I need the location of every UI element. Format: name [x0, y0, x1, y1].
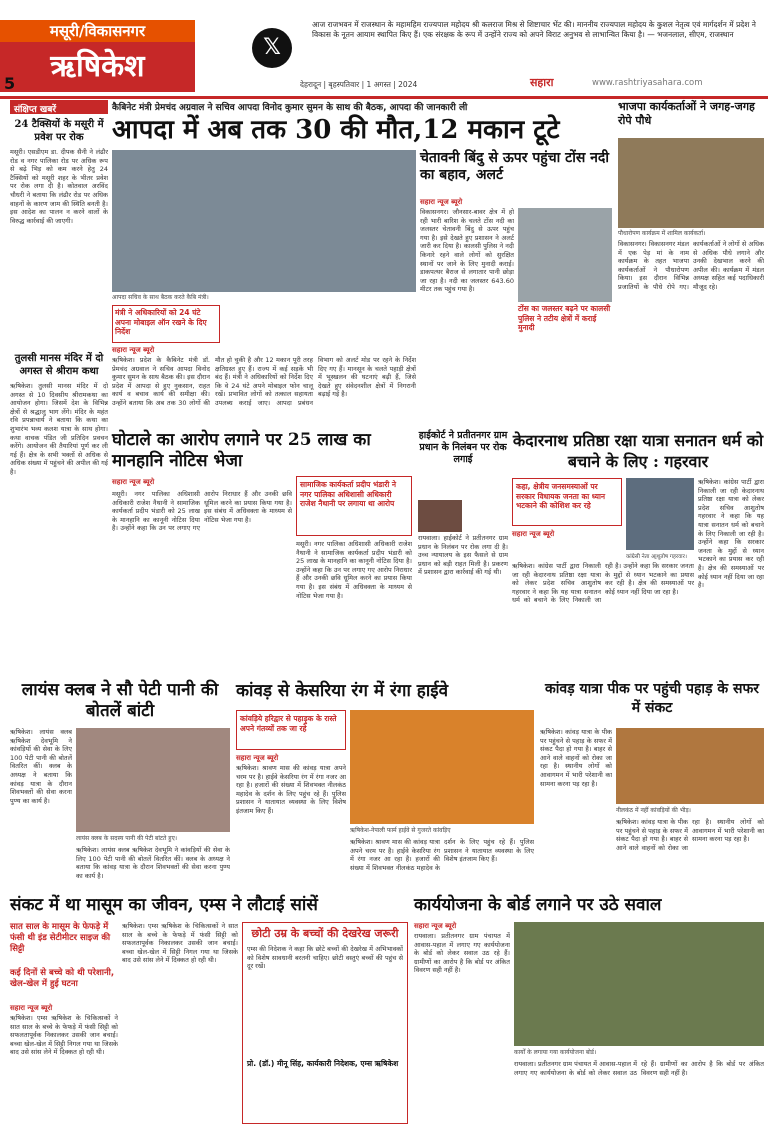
- lions-text-2: ऋषिकेश। लायंस क्लब ऋषिकेश देवभूमि ने कांवड़ियों की सेवा के लिए 100 पेटी पानी की बोतलें वितरित कीं। क्लब के अध्यक्ष ने बताया कि कांवड़ यात्रा के दौरान शिवभक्तों की सेवा करना पुण्य का कार्य है।: [76, 846, 230, 880]
- sidebar: [10, 100, 108, 600]
- hc-headline: हाईकोर्ट ने प्रतीतनगर ग्राम प्रधान के निलंबन पर रोक लगाई: [418, 430, 508, 465]
- kanwar-photo: [350, 710, 534, 824]
- lead-byline: सहारा न्यूज ब्यूरो: [112, 346, 155, 354]
- tons-headline: चेतावनी बिंदु से ऊपर पहुंचा टोंस नदी का बहाव, अलर्ट: [420, 150, 609, 183]
- site-url[interactable]: www.rashtriyasahara.com: [592, 78, 703, 88]
- tons-text: विकासनगर। जौनसार-बावर क्षेत्र में हो रही भारी बारिश के चलते टोंस नदी का जलस्तर चेतावनी बिंदु से ऊपर पहुंच गया है। इसे देखते हुए प्रशासन ने अलर्ट जारी कर दिया है। कालसी पुलिस ने नदी किनारे रहने वाले लोगों को सुरक्षित स्थानों पर जाने के लिए मुनादी कराई। डाकपत्थर बैराज से लगातार पानी छोड़ा जा रहा है। नदी का जलस्तर 643.60 मीटर तक पहुंच गया है।: [420, 208, 514, 294]
- gavel-photo: [418, 500, 462, 532]
- sankat-bullet-1: सात साल के मासूम के फेफड़े में फंसी थी इंड सेटीमीटर साइज की सिट्टी: [10, 922, 111, 954]
- pahad-text-2: ऋषिकेश। कांवड़ यात्रा के पीक पर पहुंचने से पहाड़ के सफर में संकट पैदा हो गया है। बाहर से आने वाले वाहनों को रोका जा रहा है। स्थानीय लोगों को आवागमन में भारी परेशानी का सामना करना पड़ रहा है।: [616, 818, 764, 852]
- right-photo: [618, 138, 764, 228]
- sidebar-tag: संक्षिप्त खबरें: [10, 100, 108, 114]
- sidebar-headline-2: तुलसी मानस मंदिर में दो अगस्त से श्रीराम कथा: [14, 353, 104, 377]
- kedar-photo: [626, 478, 694, 550]
- ghotale-text: मसूरी। नगर पालिका अधिशासी अधिकारी राजेश नैथानी ने सामाजिक कार्यकर्ता प्रदीप भंडारी को 25 लाख के मानहानि का कानूनी नोटिस दिया है। उन्होंने कहा कि उन पर लगाए गए आरोप निराधार हैं और उनकी छवि धूमिल करने का प्रयास किया गया है। इस संबंध में अधिवक्ता के माध्यम से नोटिस भेजा गया है।: [112, 490, 292, 533]
- ghotale-headline: घोटाले का आरोप लगाने पर 25 लाख का मानहानि नोटिस भेजा: [112, 430, 371, 471]
- lions-caption: लायंस क्लब के सदस्य पानी की पेटी बांटते हुए।: [76, 835, 178, 842]
- hc-text: रायवाला। हाईकोर्ट ने प्रतीतनगर ग्राम प्रधान के निलंबन पर रोक लगा दी है। उच्च न्यायालय के इस फैसले से ग्राम प्रधान को बड़ी राहत मिली है। प्रकरण में प्रशासन द्वारा कार्रवाई की गई थी।: [418, 534, 508, 577]
- karya-caption: कार्यों के लगाया गया कार्ययोजना बोर्ड।: [514, 1049, 597, 1056]
- sidebar-text-1: मसूरी। एसडीएम डा. दीपक सैनी ने लंढौर रोड व नगर पालिका रोड पर अधिक रूप से बढ़े भिड़ को कम करने हेतु 24 टैक्सियों को मसूरी शहर के भीतर प्रवेश पर रोक लगा दी है। कोतवाल अरविंद चौधरी ने बताया कि लंढौर रोड पर अधिक वाहनों के कारण जाम की स्थिति बनती है। इस आदेश का पालन न करने वालों के विरुद्ध कार्रवाई की जाएगी।: [10, 148, 108, 225]
- pahad-text: ऋषिकेश। कांवड़ यात्रा के पीक पर पहुंचने से पहाड़ के सफर में संकट पैदा हो गया है। बाहर से आने वाले वाहनों को रोका जा रहा है। स्थानीय लोगों को आवागमन में भारी परेशानी का सामना करना पड़ रहा है।: [540, 728, 612, 788]
- karya-photo: [514, 922, 764, 1046]
- sidebar-headline-1: 24 टैक्सियों के मसूरी में प्रवेश पर रोक: [14, 119, 104, 143]
- karya-headline: कार्ययोजना के बोर्ड लगाने पर उठे सवाल: [414, 895, 662, 915]
- chote-sign: प्रो. (डॉ.) मीनू सिंह, कार्यकारी निदेशक, एम्स ऋषिकेश: [247, 1059, 399, 1068]
- karya-byline: सहारा न्यूज ब्यूरो: [414, 922, 457, 930]
- kedar-caption: कांग्रेसी नेता आ्रशुतोष गहरवार।: [626, 554, 687, 560]
- ghotale-byline: सहारा न्यूज ब्यूरो: [112, 478, 155, 486]
- chote-box: [242, 922, 408, 1124]
- kedar-bullet: कहा, क्षेत्रीय जनसमस्याओं पर सरकार विधायक जनता का ध्यान भटकाने की कोशिश कर रहे: [512, 478, 622, 526]
- lions-headline: लायंस क्लब ने सौ पेटी पानी की बोतलें बांटी: [21, 680, 219, 721]
- masthead: [0, 20, 195, 92]
- kedar-text: ऋषिकेश। कांग्रेस पार्टी द्वारा निकाली जा रही केदारनाथ प्रतिष्ठा रक्षा यात्रा को लेकर प्रदेश सचिव आशुतोष गहरवार ने कहा कि यह यात्रा सनातन धर्म को बचाने के लिए निकाली जा रही है। उन्होंने कहा कि सरकार जनता के मुद्दों से ध्यान भटकाने का प्रयास कर रही है। क्षेत्र की समस्याओं पर कोई ध्यान नहीं दिया जा रहा है।: [512, 562, 694, 605]
- lead-box: मंत्री ने अधिकारियों को 24 घंटे अपना मोबाइल ऑन रखने के दिए निर्देश: [112, 305, 220, 343]
- lead-text: ऋषिकेश। प्रदेश के कैबिनेट मंत्री डॉ. प्रेमचंद अग्रवाल ने सचिव आपदा विनोद कुमार सुमन के साथ बैठक की। इस दौरान प्रदेश में आपदा से हुए नुकसान, राहत कार्य व बचाव कार्य की समीक्षा की। उन्होंने बताया कि अब तक 30 लोगों की मौत हो चुकी है और 12 मकान पूरी तरह क्षतिग्रस्त हुए हैं। राज्य में कई सड़कें भी बंद हैं। मंत्री ने अधिकारियों को निर्देश दिए कि वे 24 घंटे अपने मोबाइल फोन चालू रखें। प्रभावित लोगों को तत्काल सहायता उपलब्ध कराई जाए। आपदा प्रबंधन विभाग को अलर्ट मोड पर रहने के निर्देश दिए गए हैं। मानसून के चलते पहाड़ी क्षेत्रों में भूस्खलन की घटनाएं बढ़ी हैं, जिसे देखते हुए संवेदनशील क्षेत्रों में निगरानी बढ़ाई गई है।: [112, 356, 416, 407]
- karya-text: रायवाला। प्रतीतनगर ग्राम पंचायत में आवास-पहाल में लगाए गए कार्ययोजना के बोर्ड को लेकर सवाल उठ रहे हैं। ग्रामीणों का आरोप है कि बोर्ड पर अंकित विवरण सही नहीं है।: [414, 932, 510, 975]
- kedar-headline: केदारनाथ प्रतिष्ठा रक्षा यात्रा सनातन धर्म को बचाने के लिए : गहरवार: [512, 431, 764, 471]
- sankat-text-2: ऋषिकेश। एम्स ऋषिकेश के चिकित्सकों ने सात साल के बच्चे के फेफड़े में फंसी सिट्टी को सफलतापूर्वक निकालकर उसकी जान बचाई। बच्चा खेल-खेल में सिट्टी निगल गया था जिसके बाद उसे सांस लेने में दिक्कत हो रही थी।: [122, 922, 238, 965]
- right-headline: भाजपा कार्यकर्ताओं ने जगह-जगह रोपे पौधे: [618, 100, 755, 127]
- chote-text: एम्स की निदेशक ने कहा कि छोटे बच्चों की देखरेख में अभिभावकों को विशेष सावधानी बरतनी चाहिए। छोटी वस्तुएं बच्चों की पहुंच से दूर रखें।: [247, 945, 403, 971]
- right-caption: पौधारोपण कार्यक्रम में शामिल कार्यकर्ता।: [618, 230, 706, 237]
- sidebar-text-2: ऋषिकेश। तुलसी मानस मंदिर में दो अगस्त से 10 दिवसीय श्रीरामकथा का आयोजन होगा। जिसमें देश के विभिन्न क्षेत्रों से श्रद्धालु भाग लेंगे। मंदिर के महंत रवि प्रपन्नाचार्य ने बताया कि कथा का शुभारंभ भव्य कलश यात्रा के साथ होगा। कथा वाचक पंडित जी प्रतिदिन प्रवचन करेंगे। आयोजन की तैयारियां पूर्ण कर ली गई हैं। क्षेत्र के सभी भक्तों से अधिक से अधिक संख्या में पहुंचने की अपील की गई है।: [10, 382, 108, 476]
- header-rule: [0, 96, 768, 99]
- lions-text: ऋषिकेश। लायंस क्लब ऋषिकेश देवभूमि ने कांवड़ियों की सेवा के लिए 100 पेटी पानी की बोतलें वितरित कीं। क्लब के अध्यक्ष ने बताया कि कांवड़ यात्रा के दौरान शिवभक्तों की सेवा करना पुण्य का कार्य है।: [10, 728, 72, 805]
- kanwar-headline: कांवड़ से केसरिया रंग में रंगा हाईवे: [236, 681, 449, 701]
- tons-byline: सहारा न्यूज ब्यूरो: [420, 198, 463, 206]
- masthead-edition: मसूरी/विकासनगर: [0, 20, 195, 42]
- sankat-text: ऋषिकेश। एम्स ऋषिकेश के चिकित्सकों ने सात साल के बच्चे के फेफड़े में फंसी सिट्टी को सफलतापूर्वक निकालकर उसकी जान बचाई। बच्चा खेल-खेल में सिट्टी निगल गया था जिसके बाद उसे सांस लेने में दिक्कत हो रही थी।: [10, 1014, 118, 1057]
- pahad-caption: नीलकंठ में नहीं कांवड़ियों की भीड़।: [616, 807, 691, 814]
- kanwar-caption: ऋषिकेश-नेपाली फार्म हाईवे से गुजरते कांवड़िए: [350, 827, 451, 834]
- top-quote: आज राजभवन में राजस्थान के महामहिम राज्यपाल महोदय श्री कलराज मिश्र से शिष्टाचार भेंट की। माननीय राज्यपाल महोदय के कुशल नेतृत्व एवं मार्गदर्शन में प्रदेश ने विकास के नूतन आयाम स्थापित किए हैं। एक संरक्षक के रूप में उन्होंने राज्य को अपने विराट अनुभव से लाभान्वित किया है। — भजनलाल, सीएम, राजस्थान: [312, 20, 756, 39]
- sankat-headline: संकट में था मासूम का जीवन, एम्स ने लौटाई सांसें: [10, 895, 318, 915]
- lead-headline: आपदा में अब तक 30 की मौत,12 मकान टूटे: [112, 115, 560, 145]
- x-logo-icon: 𝕏: [252, 28, 292, 68]
- page-number: 5: [4, 74, 16, 93]
- pahad-photo: [616, 728, 764, 804]
- karya-text-2: रायवाला। प्रतीतनगर ग्राम पंचायत में आवास-पहाल में लगाए गए कार्ययोजना के बोर्ड को लेकर सवाल उठ रहे हैं। ग्रामीणों का आरोप है कि बोर्ड पर अंकित विवरण सही नहीं है।: [514, 1060, 764, 1077]
- kanwar-text: ऋषिकेश। श्रावण मास की कांवड़ यात्रा अपने चरम पर है। हाईवे केसरिया रंग में रंगा नजर आ रहा है। हजारों की संख्या में शिवभक्त नीलकंठ महादेव के दर्शन के लिए पहुंच रहे हैं। पुलिस प्रशासन ने यातायात व्यवस्था के लिए विशेष इंतजाम किए हैं।: [236, 764, 346, 815]
- tons-photo: [518, 208, 612, 302]
- sankat-byline: सहारा न्यूज ब्यूरो: [10, 1004, 53, 1012]
- lead-caption: आपदा सचिव के साथ बैठक करते कैबि मंत्री।: [112, 294, 209, 301]
- lead-photo: [112, 150, 416, 292]
- ghotale-text-2: मसूरी। नगर पालिका अधिशासी अधिकारी राजेश नैथानी ने सामाजिक कार्यकर्ता प्रदीप भंडारी को 25 लाख के मानहानि का कानूनी नोटिस दिया है। उन्होंने कहा कि उन पर लगाए गए आरोप निराधार हैं और उनकी छवि धूमिल करने का प्रयास किया गया है। इस संबंध में अधिवक्ता के माध्यम से नोटिस भेजा गया है।: [296, 540, 412, 600]
- pahad-headline: कांवड़ यात्रा पीक पर पहुंची पहाड़ के सफर में संकट: [544, 681, 760, 716]
- kanwar-box: कांवड़िये हरिद्वार से पहाड़ुक के रास्ते अपने गंतव्यों तक जा रहे: [236, 710, 346, 750]
- dateline: देहरादून | बृहस्पतिवार | 1 अगस्त | 2024: [300, 80, 418, 89]
- kedar-byline: सहारा न्यूज ब्यूरो: [512, 530, 555, 538]
- kanwar-text-2: ऋषिकेश। श्रावण मास की कांवड़ यात्रा अपने चरम पर है। हाईवे केसरिया रंग में रंगा नजर आ रहा है। हजारों की संख्या में शिवभक्त नीलकंठ महादेव के दर्शन के लिए पहुंच रहे हैं। पुलिस प्रशासन ने यातायात व्यवस्था के लिए विशेष इंतजाम किए हैं।: [350, 838, 534, 872]
- right-text: विकासनगर। विकासनगर मंडल में एक पेड़ मां के नाम कार्यक्रम के तहत भाजपा कार्यकर्ताओं ने पौधारोपण किया। इस दौरान विभिन्न प्रजातियों के पौधे रोपे गए। कार्यकर्ताओं ने लोगों से अधिक से अधिक पौधे लगाने और उनकी देखभाल करने की अपील की। कार्यक्रम में मंडल अध्यक्ष सहित कई पदाधिकारी मौजूद रहे।: [618, 240, 764, 291]
- sankat-bullet-2: कई दिनों से बच्चे को थी परेशानी, खेल-खेल में हुई घटना: [10, 968, 115, 989]
- chote-headline: छोटी उम्र के बच्चों की देखरेख जरूरी: [251, 927, 399, 940]
- lead-kicker: कैबिनेट मंत्री प्रेमचंद अग्रवाल ने सचिव आपदा विनोद कुमार सुमन के साथ की बैठक, आपदा की जानकारी ली: [112, 103, 468, 113]
- kedar-text-2: ऋषिकेश। कांग्रेस पार्टी द्वारा निकाली जा रही केदारनाथ प्रतिष्ठा रक्षा यात्रा को लेकर प्रदेश सचिव आशुतोष गहरवार ने कहा कि यह यात्रा सनातन धर्म को बचाने के लिए निकाली जा रही है। उन्होंने कहा कि सरकार जनता के मुद्दों से ध्यान भटकाने का प्रयास कर रही है। क्षेत्र की समस्याओं पर कोई ध्यान नहीं दिया जा रहा है।: [698, 478, 764, 590]
- lions-photo: [76, 728, 230, 832]
- ghotale-box: सामाजिक कार्यकर्ता प्रदीप भंडारी ने नगर पालिका अधिशासी अधिकारी राजेश नैथानी पर लगाया था आरोप: [296, 476, 412, 536]
- brand-logo: सहारा: [530, 76, 554, 89]
- masthead-city: ऋषिकेश: [50, 49, 145, 84]
- kanwar-byline: सहारा न्यूज ब्यूरो: [236, 754, 279, 762]
- tons-caption: टोंस का जलस्तर बढ़ने पर कालसी पुलिस ने तटीय क्षेत्रों में कराई मुनादी: [518, 304, 611, 332]
